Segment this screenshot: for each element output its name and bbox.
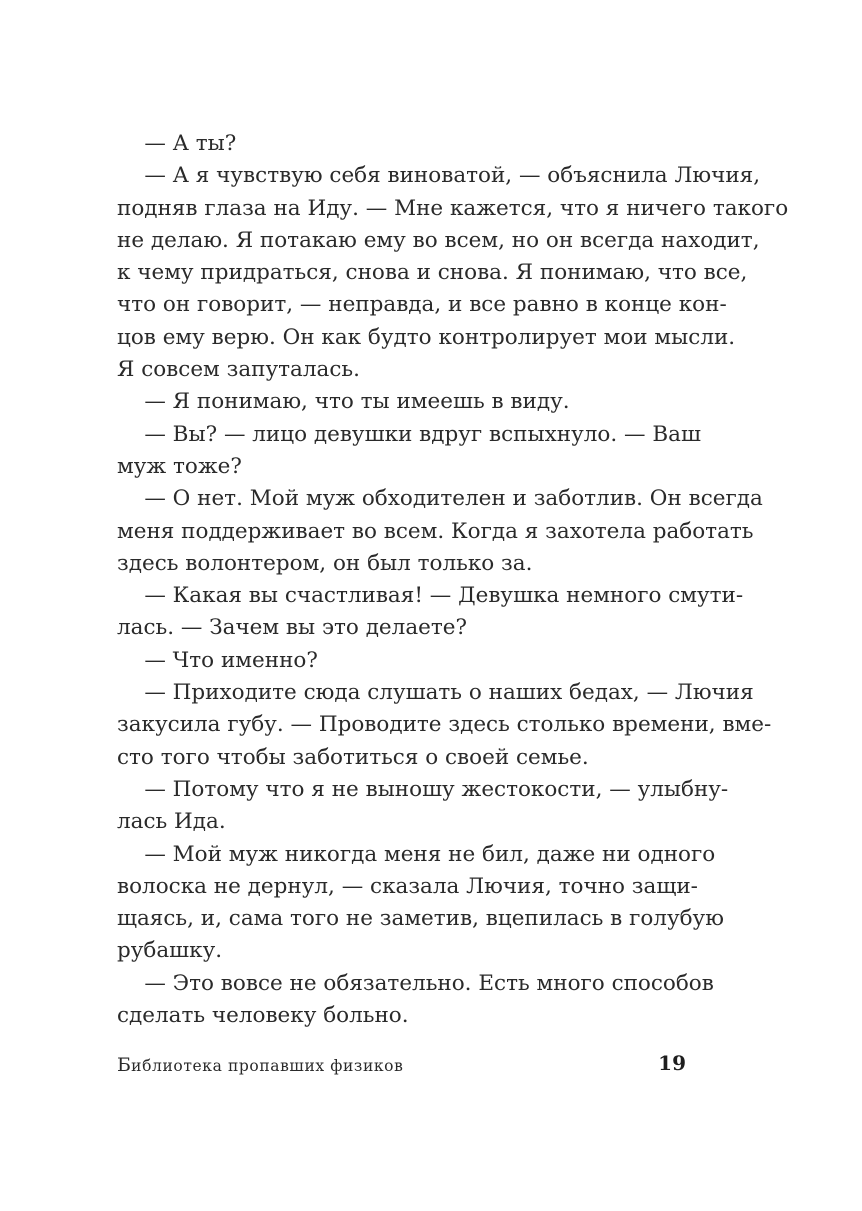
text-line: щаясь, и, сама того не заметив, вцепилась в голубую [117,906,724,932]
text-line: — Вы? — лицо девушки вдруг вспыхнуло. — Ваш [117,421,701,447]
text-line: что он говорит, — неправда, и все равно в конце кон- [117,292,727,318]
text-line: сделать человеку больно. [117,1003,409,1029]
text-line: — Я понимаю, что ты имеешь в виду. [117,389,570,415]
text-line: к чему придраться, снова и снова. Я понимаю, что все, [117,260,748,286]
text-line: подняв глаза на Иду. — Мне кажется, что я ничего такого [117,195,789,221]
text-line: — Приходите сюда слушать о наших бедах, — Лючия [117,680,754,706]
text-line: — А я чувствую себя виноватой, — объяснила Лючия, [117,163,761,189]
page-number: 19 [658,1051,686,1075]
footer-title-initial: Б [117,1054,132,1076]
body-text [117,128,789,1032]
text-line: здесь волонтером, он был только за. [117,550,533,576]
text-line: — О нет. Мой муж обходителен и заботлив. Он всегда [117,486,763,512]
text-line: сто того чтобы заботиться о своей семье. [117,744,589,770]
text-line: — Какая вы счастливая! — Девушка немного смути- [117,583,744,609]
text-line: не делаю. Я потакаю ему во всем, но он всегда находит, [117,227,760,253]
text-line: Я совсем запуталась. [117,357,360,383]
text-line: меня поддерживает во всем. Когда я захотела работать [117,518,754,544]
text-line: рубашку. [117,938,223,964]
text-line: лась. — Зачем вы это делаете? [117,615,468,641]
text-line: лась Ида. [117,809,226,835]
text-line: волоска не дернул, — сказала Лючия, точно защи- [117,873,698,899]
text-line: — Это вовсе не обязательно. Есть много способов [117,970,714,996]
text-line: — Потому что я не выношу жестокости, — улыбну- [117,776,729,802]
text-line: — Мой муж никогда меня не бил, даже ни одного [117,841,716,867]
running-footer-title [117,1054,403,1076]
text-line: — А ты? [117,131,237,156]
text-line: муж тоже? [117,453,242,479]
footer-title-rest: иблиотека пропавших физиков [131,1057,404,1075]
text-line: — Что именно? [117,647,318,673]
text-line: цов ему верю. Он как будто контролирует мои мысли. [117,324,736,350]
text-line: закусила губу. — Проводите здесь столько времени, вме- [117,712,772,738]
